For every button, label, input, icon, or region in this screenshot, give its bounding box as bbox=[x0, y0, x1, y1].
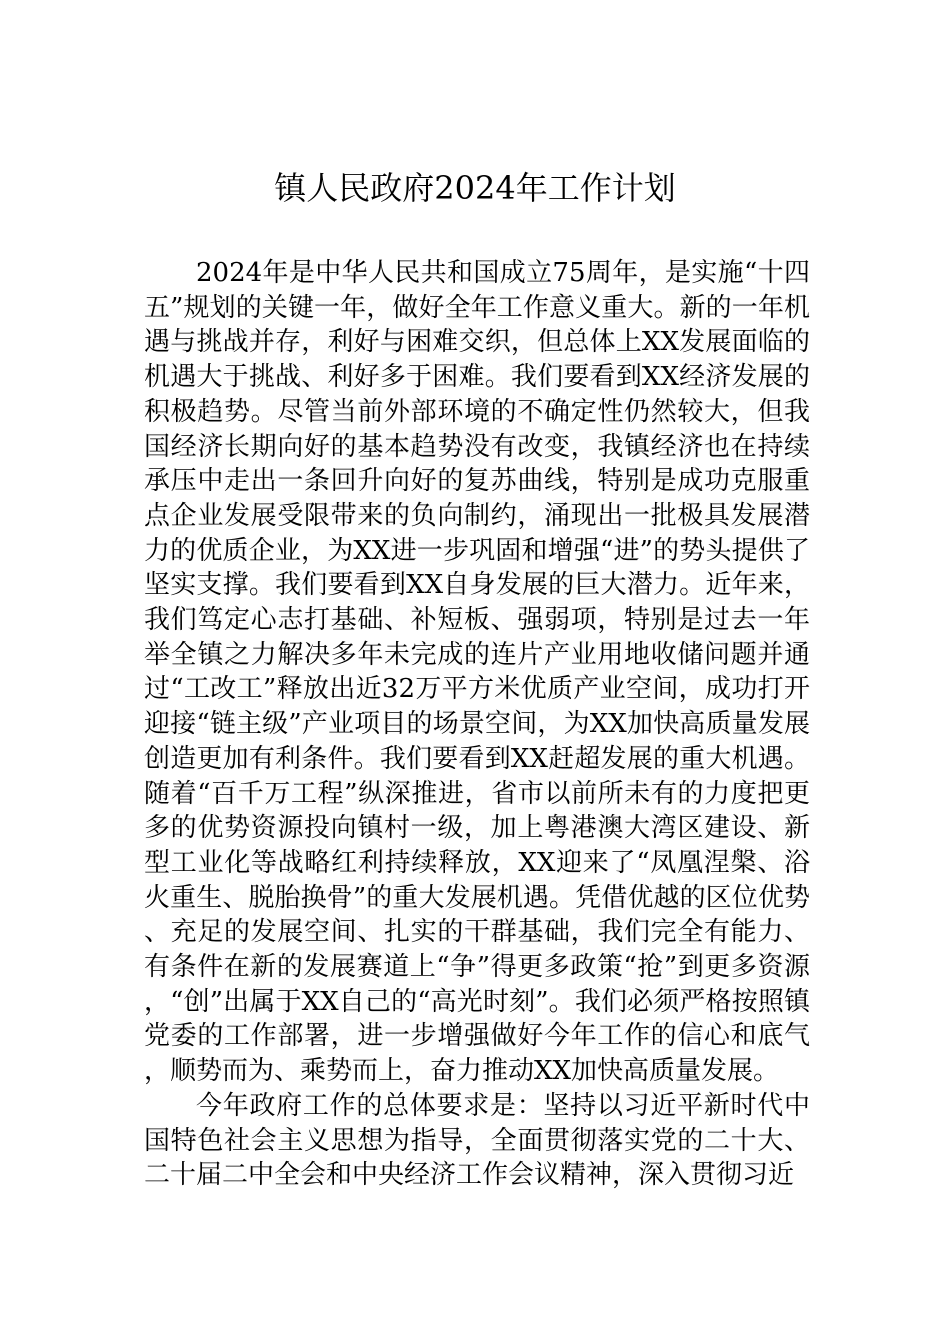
document-body bbox=[144, 256, 810, 1193]
paragraph: 今年政府工作的总体要求是：坚持以习近平新时代中国特色社会主义思想为指导，全面贯彻落实党的二十大、二十届二中全会和中央经济工作会议精神，深入贯彻习近 bbox=[144, 1090, 810, 1191]
document-title: 镇人民政府2024年工作计划 bbox=[274, 169, 676, 207]
paragraph: 2024年是中华人民共和国成立75周年，是实施“十四五”规划的关键一年，做好全年工作意义重大。新的一年机遇与挑战并存，利好与困难交织，但总体上XX发展面临的机遇大于挑战、利好多于困难。我们要看到XX经济发展的积极趋势。尽管当前外部环境的不确定性仍然较大，但我国经济长期向好的基本趋势没有改变，我镇经济也在持续承压中走出一条回升向好的复苏曲线，特别是成功克服重点企业发展受限带来的负向制约，涌现出一批极具发展潜力的优质企业，为XX进一步巩固和增强“进”的势头提供了坚实支撑。我们要看到XX自身发展的巨大潜力。近年来，我们笃定心志打基础、补短板、强弱项，特别是过去一年举全镇之力解决多年未完成的连片产业用地收储问题并通过“工改工”释放出近32万平方米优质产业空间，成功打开迎接“链主级”产业项目的场景空间，为XX加快高质量发展创造更加有利条件。我们要看到XX赶超发展的重大机遇。随着“百千万工程”纵深推进，省市以前所未有的力度把更多的优势资源投向镇村一级，加上粤港澳大湾区建设、新型工业化等战略红利持续释放，XX迎来了“凤凰涅槃、浴火重生、脱胎换骨”的重大发展机遇。凭借优越的区位优势、充足的发展空间、扎实的干群基础，我们完全有能力、有条件在新的发展赛道上“争”得更多政策“抢”到更多资源，“创”出属于XX自己的“高光时刻”。我们必须严格按照镇党委的工作部署，进一步增强做好今年工作的信心和底气，顺势而为、乘势而上，奋力推动XX加快高质量发展。 bbox=[144, 258, 810, 1087]
